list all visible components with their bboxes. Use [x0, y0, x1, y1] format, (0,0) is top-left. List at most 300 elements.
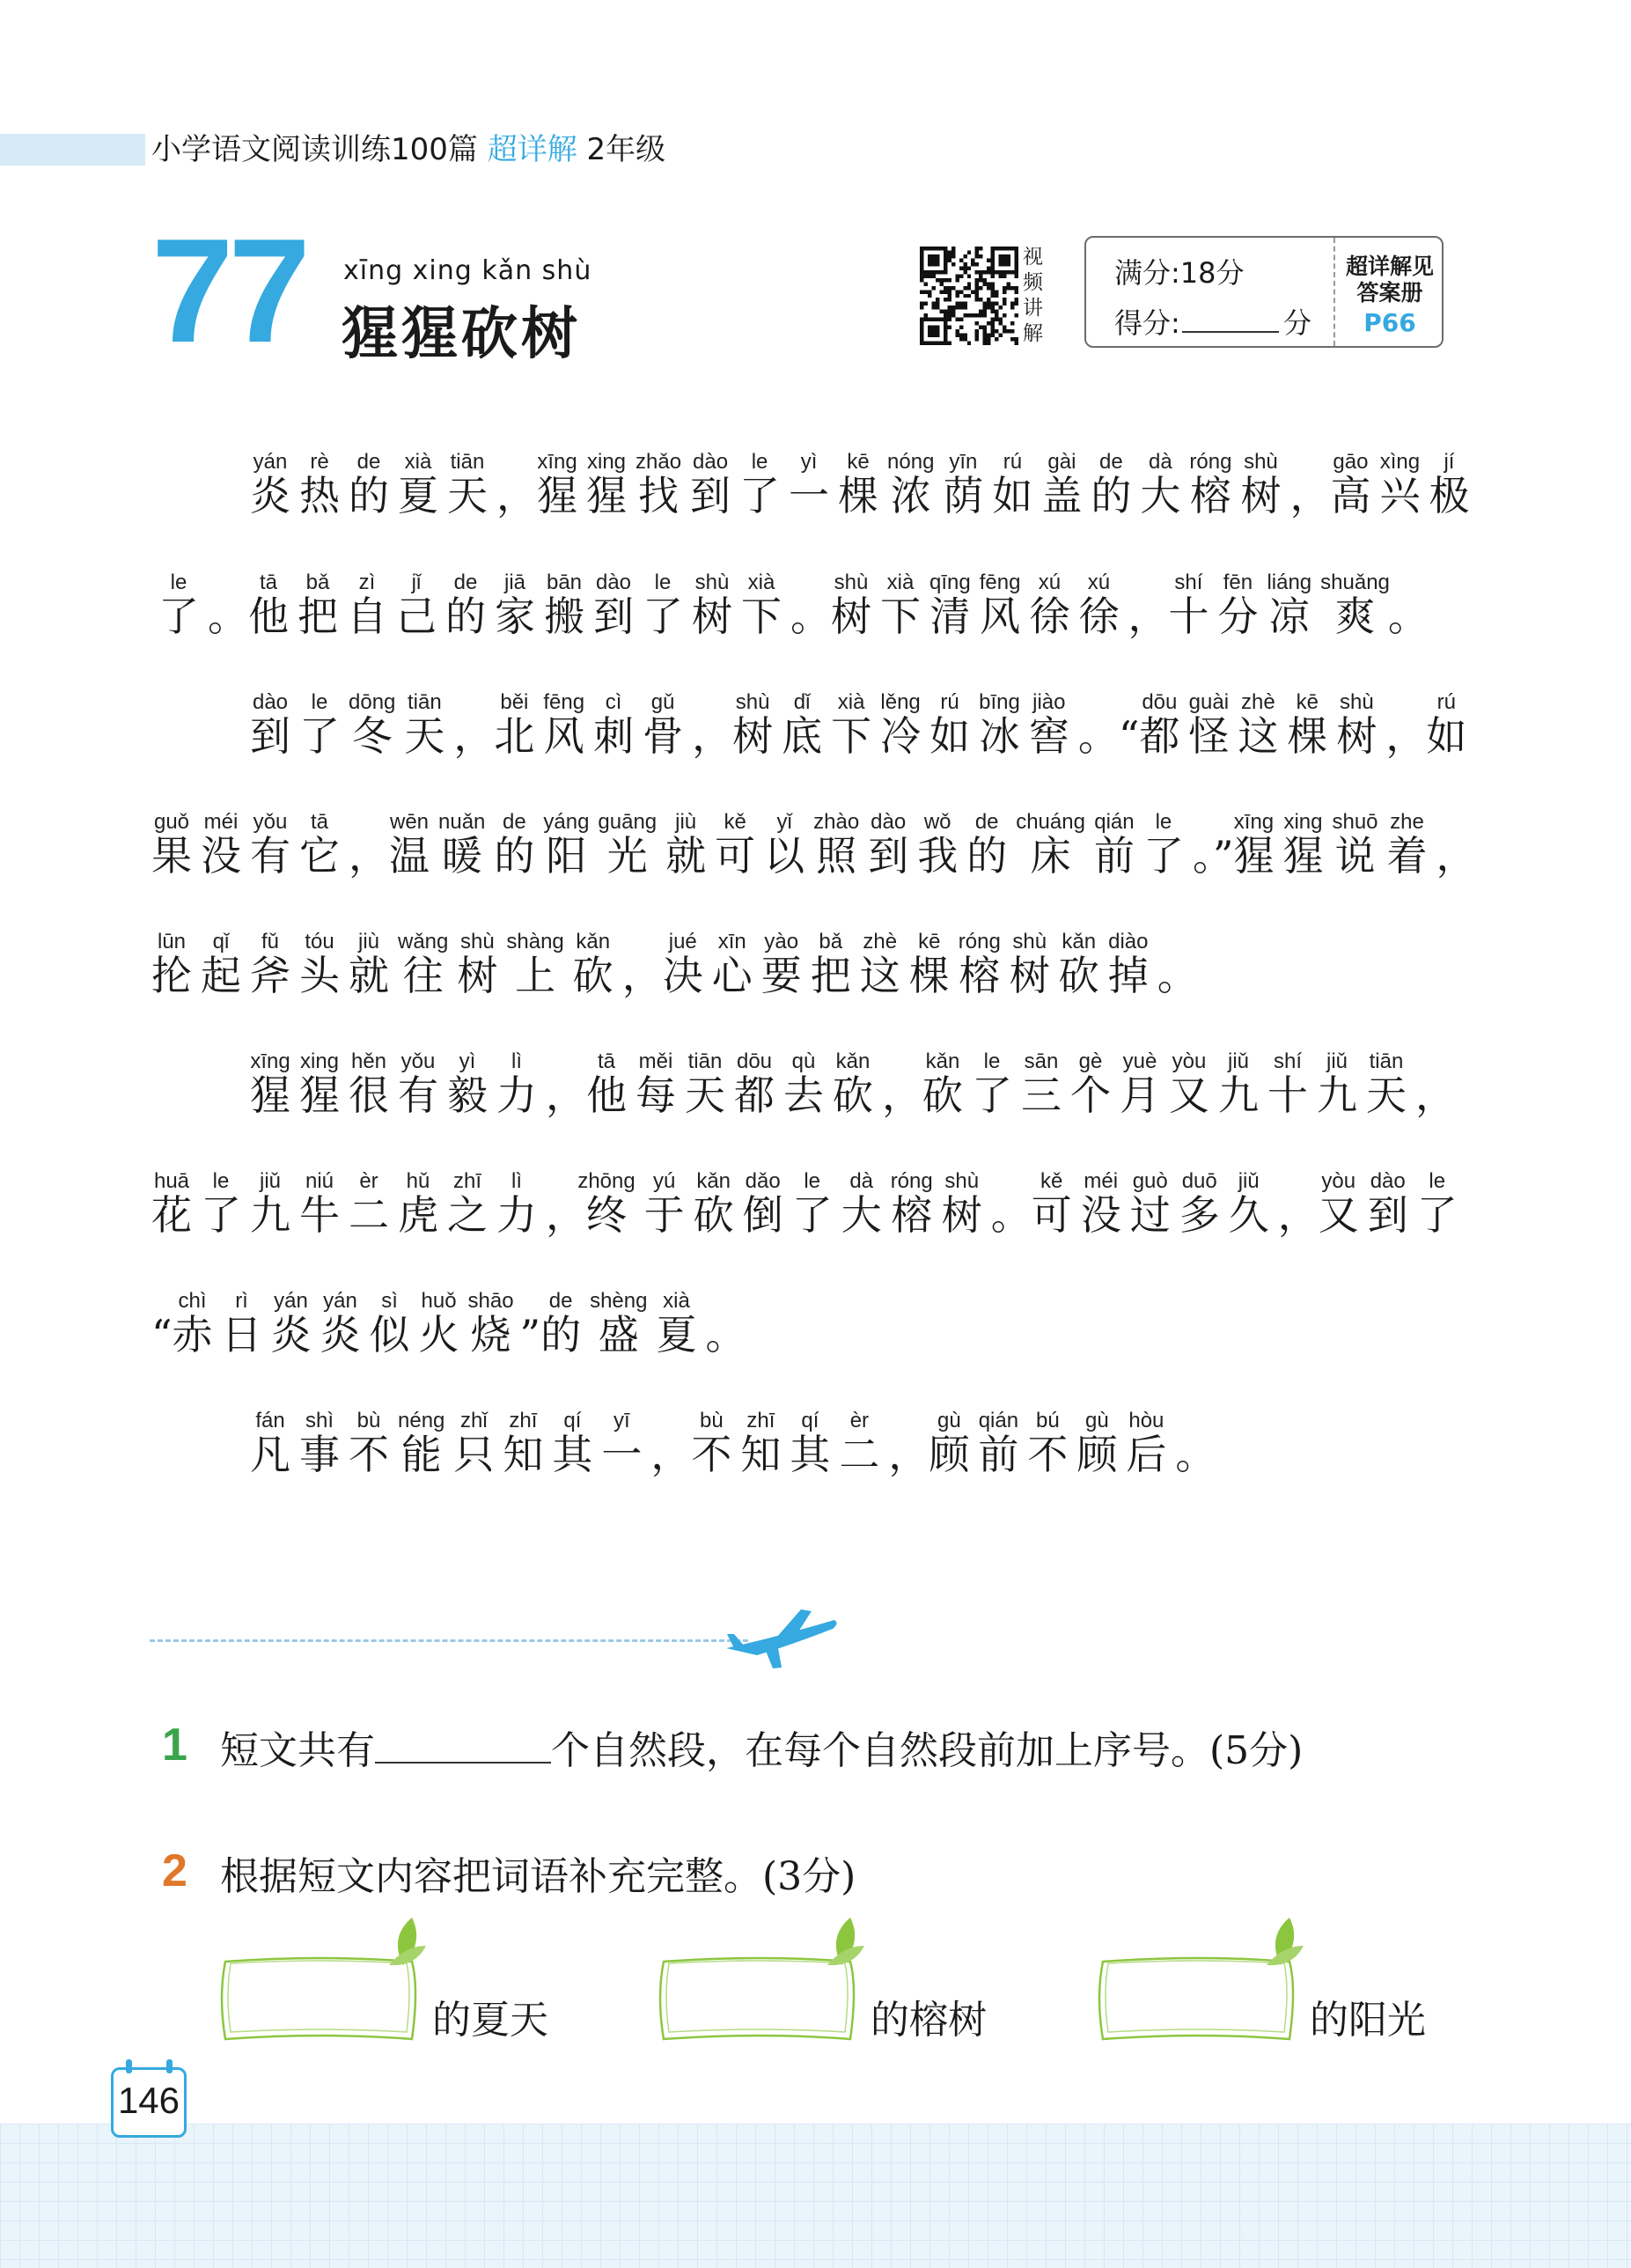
passage-pinyin: dōng: [349, 690, 396, 714]
passage-punct: 。: [1387, 593, 1429, 640]
passage-pinyin: sì: [369, 1289, 410, 1313]
passage-pinyin: shuō: [1332, 810, 1378, 834]
passage-pinyin: shù: [1336, 690, 1378, 714]
passage-pinyin: zhào: [813, 810, 860, 834]
passage-char: 到dào: [868, 810, 909, 880]
passage-char: 十shí: [1267, 1049, 1308, 1119]
book-header: [151, 130, 665, 169]
passage-pinyin: niú: [299, 1169, 340, 1193]
book-highlight: 超详解: [487, 132, 577, 167]
passage-pinyin: róng: [1189, 450, 1232, 474]
passage-pinyin: kǎn: [693, 1169, 734, 1193]
passage-pinyin: rè: [299, 450, 340, 474]
passage-char: 不bú: [1027, 1409, 1069, 1478]
passage-punct: ，: [1385, 712, 1427, 760]
passage-char: 不bù: [691, 1409, 732, 1478]
passage-char: 知zhī: [740, 1409, 782, 1478]
passage-pinyin: zhī: [447, 1169, 488, 1193]
passage-pinyin: qí: [790, 1409, 831, 1432]
answer-note-line: 答案册: [1356, 280, 1423, 306]
passage-pinyin: dǐ: [782, 690, 823, 714]
passage-pinyin: yī: [601, 1409, 643, 1432]
passage-char: 荫yīn: [943, 450, 984, 519]
passage-pinyin: kǎn: [833, 1049, 873, 1073]
passage-pinyin: fán: [250, 1409, 290, 1432]
passage-pinyin: xing: [1282, 810, 1324, 834]
passage-char: 了le: [1142, 810, 1184, 880]
passage-pinyin: qián: [1093, 810, 1135, 834]
fill-in-box[interactable]: [655, 1911, 866, 2043]
passage-char: 骨gǔ: [643, 690, 684, 760]
passage-char: 后hòu: [1126, 1409, 1167, 1478]
passage-pinyin: yì: [447, 1049, 488, 1073]
passage-pinyin: xià: [831, 690, 872, 714]
passage-pinyin: shù: [1240, 450, 1282, 474]
passage-char: 天tiān: [1366, 1049, 1407, 1119]
passage-char: 前qián: [1093, 810, 1135, 880]
passage-char: 有yǒu: [250, 810, 290, 880]
video-explain-label: [1023, 245, 1047, 347]
passage-pinyin: yīn: [943, 450, 984, 474]
passage-char: 力lì: [496, 1049, 537, 1119]
passage-char: 二èr: [349, 1169, 389, 1239]
passage-char: 猩xing: [1282, 810, 1324, 880]
passage-char: 决jué: [662, 930, 703, 999]
passage-char: 去qù: [783, 1049, 824, 1119]
passage-char: 猩xīng: [1233, 810, 1275, 880]
passage-pinyin: hòu: [1126, 1409, 1167, 1432]
answer-note: [1341, 254, 1438, 306]
passage-punct: ，: [1415, 1071, 1456, 1119]
passage-char: 没méi: [201, 810, 241, 880]
passage-pinyin: rú: [929, 690, 971, 714]
passage-pinyin: tiān: [404, 690, 445, 714]
passage-pinyin: hěn: [349, 1049, 389, 1073]
passage-pinyin: huǒ: [418, 1289, 459, 1313]
passage-char: 冷lěng: [880, 690, 922, 760]
passage-line: [151, 1291, 746, 1373]
passage-punct: ，: [650, 1431, 692, 1478]
passage-char: 又yòu: [1318, 1169, 1359, 1239]
passage-punct: ，: [1436, 832, 1477, 880]
passage-pinyin: tiān: [1366, 1049, 1407, 1073]
passage-char: 树shù: [1336, 690, 1378, 760]
video-label-char: 视: [1023, 246, 1043, 269]
passage-char: 火huǒ: [418, 1289, 459, 1359]
passage-pinyin: diào: [1107, 930, 1149, 954]
passage-char: 了le: [201, 1169, 241, 1239]
passage-char: 树shù: [732, 690, 774, 760]
passage-char: 盖gài: [1041, 450, 1083, 519]
passage-char: 九jiǔ: [1317, 1049, 1357, 1119]
passage-char: 砍kǎn: [693, 1169, 734, 1239]
full-score: 满分:18分: [1114, 256, 1245, 290]
passage-char: 月yuè: [1120, 1049, 1160, 1119]
qr-code-icon[interactable]: [920, 247, 1018, 345]
passage-pinyin: jí: [1429, 450, 1470, 474]
airplane-icon: [722, 1602, 841, 1673]
fill-in-suffix: 的阳光: [1310, 1998, 1426, 2043]
passage-char: 只zhǐ: [453, 1409, 495, 1478]
passage-punct: 。: [705, 1311, 746, 1359]
passage-pinyin: shù: [831, 571, 871, 594]
passage-char: 每měi: [636, 1049, 676, 1119]
passage-char: 着zhe: [1386, 810, 1428, 880]
passage-char: 徐xú: [1078, 571, 1120, 640]
passage-char: 天tiān: [685, 1049, 725, 1119]
passage-pinyin: shāo: [467, 1289, 514, 1313]
passage-pinyin: sān: [1021, 1049, 1062, 1073]
passage-char: 树shù: [941, 1169, 982, 1239]
passage-char: 有yǒu: [398, 1049, 438, 1119]
passage-pinyin: bīng: [979, 690, 1020, 714]
passage-pinyin: dōu: [734, 1049, 775, 1073]
passage-char: 抡lūn: [151, 930, 192, 999]
question-1-post: 个自然段，在每个自然段前加上序号。(5分): [551, 1728, 1304, 1773]
passage-pinyin: jiā: [495, 571, 535, 594]
passage-pinyin: rú: [992, 450, 1033, 474]
passage-punct: ”: [519, 1311, 541, 1359]
passage-char: 热rè: [299, 450, 340, 519]
passage-pinyin: xià: [656, 1289, 697, 1313]
passage-punct: ，: [1128, 593, 1169, 640]
passage-char: 阳yáng: [543, 810, 590, 880]
passage-char: 以yǐ: [764, 810, 805, 880]
passage-char: 榕róng: [890, 1169, 933, 1239]
passage-char: 顾gù: [929, 1409, 970, 1478]
score-blank[interactable]: [1182, 331, 1279, 333]
passage-char: 日rì: [221, 1289, 262, 1359]
passage-pinyin: shù: [1009, 930, 1050, 954]
passage-punct: 。”: [1192, 832, 1234, 880]
passage-char: 天tiān: [404, 690, 445, 760]
passage-char: 他tā: [586, 1049, 627, 1119]
passage-char: 爽shuǎng: [1320, 571, 1390, 640]
passage-char: 终zhōng: [577, 1169, 636, 1239]
passage-pinyin: yú: [643, 1169, 685, 1193]
passage-char: 我wǒ: [917, 810, 959, 880]
passage-char: 砍kǎn: [922, 1049, 963, 1119]
passage-char: 的de: [966, 810, 1008, 880]
passage-char: 把bǎ: [810, 930, 851, 999]
passage-pinyin: le: [158, 571, 199, 594]
passage-pinyin: tā: [299, 810, 340, 834]
passage-punct: ，: [546, 1071, 586, 1119]
passage-char: 多duō: [1179, 1169, 1220, 1239]
passage-char: 都dōu: [734, 1049, 775, 1119]
passage-line: [250, 452, 1478, 534]
passage-pinyin: gǔ: [643, 690, 684, 714]
passage-pinyin: xià: [880, 571, 921, 594]
passage-pinyin: gù: [929, 1409, 970, 1432]
passage-pinyin: qīng: [929, 571, 971, 594]
passage-pinyin: shèng: [590, 1289, 648, 1313]
passage-char: 了le: [972, 1049, 1012, 1119]
passage-char: 风fēng: [979, 571, 1021, 640]
passage-char: 似sì: [369, 1289, 410, 1359]
passage-line: [250, 692, 1475, 775]
passage-pinyin: wǒ: [917, 810, 959, 834]
passage-pinyin: dà: [841, 1169, 882, 1193]
passage-pinyin: shù: [941, 1169, 982, 1193]
passage-pinyin: jiǔ: [1228, 1169, 1269, 1193]
passage-pinyin: zhōng: [577, 1169, 636, 1193]
passage-char: 窖jiào: [1028, 690, 1069, 760]
passage-char: 照zhào: [813, 810, 860, 880]
passage-char: 把bǎ: [298, 571, 338, 640]
passage-char: 到dào: [250, 690, 290, 760]
passage-char: 往wǎng: [398, 930, 449, 999]
passage-pinyin: shì: [299, 1409, 340, 1432]
passage-char: 极jí: [1429, 450, 1470, 519]
passage-char: 这zhè: [1238, 690, 1279, 760]
passage-char: 事shì: [299, 1409, 340, 1478]
passage-line: [250, 1410, 1216, 1493]
passage-pinyin: róng: [890, 1169, 933, 1193]
passage-char: 棵kē: [1287, 690, 1328, 760]
passage-char: 斧fǔ: [250, 930, 290, 999]
passage-pinyin: dào: [868, 810, 909, 834]
video-label-char: 频: [1023, 271, 1043, 294]
passage-pinyin: qù: [783, 1049, 824, 1073]
passage-char: 不bù: [349, 1409, 389, 1478]
passage-pinyin: běi: [494, 690, 535, 714]
passage-pinyin: xīng: [250, 1049, 290, 1073]
passage-char: 树shù: [692, 571, 732, 640]
passage-char: 心xīn: [711, 930, 753, 999]
passage-char: 又yòu: [1169, 1049, 1209, 1119]
passage-char: 十shí: [1168, 571, 1209, 640]
passage-char: 的de: [494, 810, 535, 880]
passage-pinyin: gù: [1076, 1409, 1118, 1432]
passage-char: 树shù: [1240, 450, 1282, 519]
passage-pinyin: de: [445, 571, 486, 594]
passage-pinyin: yào: [760, 930, 802, 954]
passage-pinyin: dào: [250, 690, 290, 714]
passage-pinyin: shí: [1168, 571, 1209, 594]
passage-char: 猩xing: [586, 450, 627, 519]
passage-char: 天tiān: [447, 450, 488, 519]
passage-pinyin: rì: [221, 1289, 262, 1313]
passage-char: 砍kǎn: [572, 930, 613, 999]
passage-char: 凡fán: [250, 1409, 290, 1478]
passage-pinyin: le: [1416, 1169, 1458, 1193]
passage-pinyin: guǒ: [151, 810, 192, 834]
passage-char: 光guāng: [598, 810, 658, 880]
passage-line: [250, 1051, 1456, 1134]
passage-pinyin: tóu: [299, 930, 340, 954]
passage-pinyin: shí: [1267, 1049, 1308, 1073]
passage-char: 下xià: [880, 571, 921, 640]
passage-char: 炎yán: [320, 1289, 361, 1359]
passage-pinyin: yán: [270, 1289, 312, 1313]
page-number: 146: [117, 2080, 180, 2121]
passage-pinyin: de: [349, 450, 389, 474]
fill-in-box[interactable]: [1094, 1911, 1305, 2043]
passage-char: 浓nóng: [887, 450, 935, 519]
passage-pinyin: jiǔ: [1317, 1049, 1357, 1073]
passage-char: 清qīng: [929, 571, 971, 640]
passage-char: 榕róng: [1189, 450, 1232, 519]
passage-pinyin: yǒu: [250, 810, 290, 834]
passage-pinyin: xìng: [1379, 450, 1421, 474]
passage-pinyin: bān: [544, 571, 584, 594]
passage-char: 树shù: [831, 571, 871, 640]
passage-char: 之zhī: [447, 1169, 488, 1239]
passage-pinyin: nóng: [887, 450, 935, 474]
passage-char: 下xià: [831, 690, 872, 760]
passage-pinyin: wǎng: [398, 930, 449, 954]
question-1-text: [220, 1719, 1303, 1775]
passage-char: 能néng: [398, 1409, 445, 1478]
passage-pinyin: shù: [457, 930, 498, 954]
passage-punct: “: [151, 1311, 173, 1359]
passage-line: [151, 1171, 1466, 1254]
passage-pinyin: bǎ: [298, 571, 338, 594]
passage-char: 的de: [349, 450, 389, 519]
passage-pinyin: shù: [732, 690, 774, 714]
passage-pinyin: zhe: [1386, 810, 1428, 834]
passage-punct: ，: [1277, 1191, 1319, 1239]
passage-pinyin: chuáng: [1016, 810, 1085, 834]
passage-pinyin: tiān: [685, 1049, 725, 1073]
passage-pinyin: dào: [1367, 1169, 1408, 1193]
passage-char: 大dà: [1140, 450, 1181, 519]
passage-pinyin: le: [299, 690, 340, 714]
score-unit: 分: [1283, 306, 1312, 340]
passage-pinyin: xià: [741, 571, 782, 594]
passage-punct: 。: [990, 1191, 1032, 1239]
video-label-char: 讲: [1023, 297, 1043, 320]
passage-pinyin: yuè: [1120, 1049, 1160, 1073]
passage-char: 高gāo: [1330, 450, 1371, 519]
passage-char: 花huā: [151, 1169, 192, 1239]
passage-char: 如rú: [929, 690, 971, 760]
passage-pinyin: gè: [1070, 1049, 1111, 1073]
passage-pinyin: fēng: [543, 690, 585, 714]
passage-pinyin: zhǎo: [636, 450, 682, 474]
passage-char: 烧shāo: [467, 1289, 514, 1359]
question-2-text: 根据短文内容把词语补充完整。(3分): [220, 1854, 856, 1899]
passage-pinyin: lěng: [880, 690, 922, 714]
passage-char: 炎yán: [250, 450, 290, 519]
passage-pinyin: néng: [398, 1409, 445, 1432]
passage-pinyin: jiù: [665, 810, 707, 834]
passage-char: 大dà: [841, 1169, 882, 1239]
passage-char: 徐xú: [1029, 571, 1070, 640]
passage-punct: 。: [208, 593, 248, 640]
passage-pinyin: zhǐ: [453, 1409, 495, 1432]
passage-char: 到dào: [593, 571, 634, 640]
passage-pinyin: yì: [789, 450, 830, 474]
passage-pinyin: róng: [958, 930, 1001, 954]
video-label-char: 解: [1023, 322, 1043, 345]
passage-char: 可kě: [715, 810, 756, 880]
fill-in-box[interactable]: [217, 1911, 428, 2043]
passage-char: 九jiǔ: [1218, 1049, 1259, 1119]
passage-char: 没méi: [1080, 1169, 1121, 1239]
passage-line: [151, 932, 1198, 1014]
passage-pinyin: kě: [1031, 1169, 1072, 1193]
footer-grid: [0, 2124, 1631, 2268]
passage-pinyin: jué: [662, 930, 703, 954]
passage-char: 了le: [791, 1169, 833, 1239]
passage-char: 顾gù: [1076, 1409, 1118, 1478]
passage-char: 了le: [1416, 1169, 1458, 1239]
passage-pinyin: shàng: [506, 930, 564, 954]
question-1-blank[interactable]: [375, 1727, 551, 1764]
passage-pinyin: chì: [172, 1289, 213, 1313]
passage-pinyin: tiān: [447, 450, 488, 474]
passage-char: 说shuō: [1332, 810, 1378, 880]
passage-char: 个gè: [1070, 1049, 1111, 1119]
passage-pinyin: jǐ: [396, 571, 437, 594]
passage-pinyin: méi: [1080, 1169, 1121, 1193]
passage-pinyin: le: [643, 571, 683, 594]
passage-pinyin: dà: [1140, 450, 1181, 474]
passage-pinyin: gài: [1041, 450, 1083, 474]
passage-pinyin: zhī: [503, 1409, 544, 1432]
passage-pinyin: kē: [1287, 690, 1328, 714]
score-divider: [1333, 238, 1335, 346]
passage-pinyin: méi: [201, 810, 241, 834]
answer-page: P66: [1363, 308, 1416, 337]
passage-pinyin: èr: [839, 1409, 880, 1432]
passage-char: 虎hǔ: [398, 1169, 438, 1239]
passage-char: 这zhè: [859, 930, 900, 999]
passage-pinyin: měi: [636, 1049, 676, 1073]
passage-pinyin: kē: [838, 450, 879, 474]
passage-pinyin: de: [540, 1289, 582, 1313]
passage-char: 北běi: [494, 690, 535, 760]
passage-char: 了le: [739, 450, 781, 519]
passage-pinyin: rú: [1426, 690, 1467, 714]
passage-punct: 。“: [1077, 712, 1140, 760]
passage-char: 可kě: [1031, 1169, 1072, 1239]
passage-pinyin: le: [791, 1169, 833, 1193]
passage-pinyin: zhī: [740, 1409, 782, 1432]
passage-char: 了le: [643, 571, 683, 640]
passage-char: 掉diào: [1107, 930, 1149, 999]
passage-char: 就jiù: [665, 810, 707, 880]
passage-char: 分fēn: [1217, 571, 1259, 640]
passage-pinyin: lì: [496, 1169, 537, 1193]
passage-punct: ，: [496, 472, 537, 519]
passage-char: 起qǐ: [201, 930, 241, 999]
passage-pinyin: zì: [347, 571, 387, 594]
passage-pinyin: le: [1142, 810, 1184, 834]
passage-char: 他tā: [248, 571, 289, 640]
passage-char: 榕róng: [958, 930, 1001, 999]
passage-char: 赤chì: [172, 1289, 213, 1359]
passage-char: 一yì: [789, 450, 830, 519]
passage-pinyin: yáng: [543, 810, 590, 834]
passage-char: 要yào: [760, 930, 802, 999]
passage-pinyin: yán: [250, 450, 290, 474]
passage-char: 炎yán: [270, 1289, 312, 1359]
passage-pinyin: xú: [1078, 571, 1120, 594]
passage-pinyin: fēn: [1217, 571, 1259, 594]
passage-char: 夏xià: [656, 1289, 697, 1359]
passage-char: 砍kǎn: [1058, 930, 1099, 999]
passage-pinyin: jiào: [1028, 690, 1069, 714]
passage-pinyin: bǎ: [810, 930, 851, 954]
passage-char: 兴xìng: [1379, 450, 1421, 519]
passage-pinyin: guài: [1188, 690, 1230, 714]
passage-pinyin: dōu: [1139, 690, 1180, 714]
grade-label: 2年级: [586, 132, 666, 167]
lesson-title: 猩猩砍树: [342, 302, 581, 367]
